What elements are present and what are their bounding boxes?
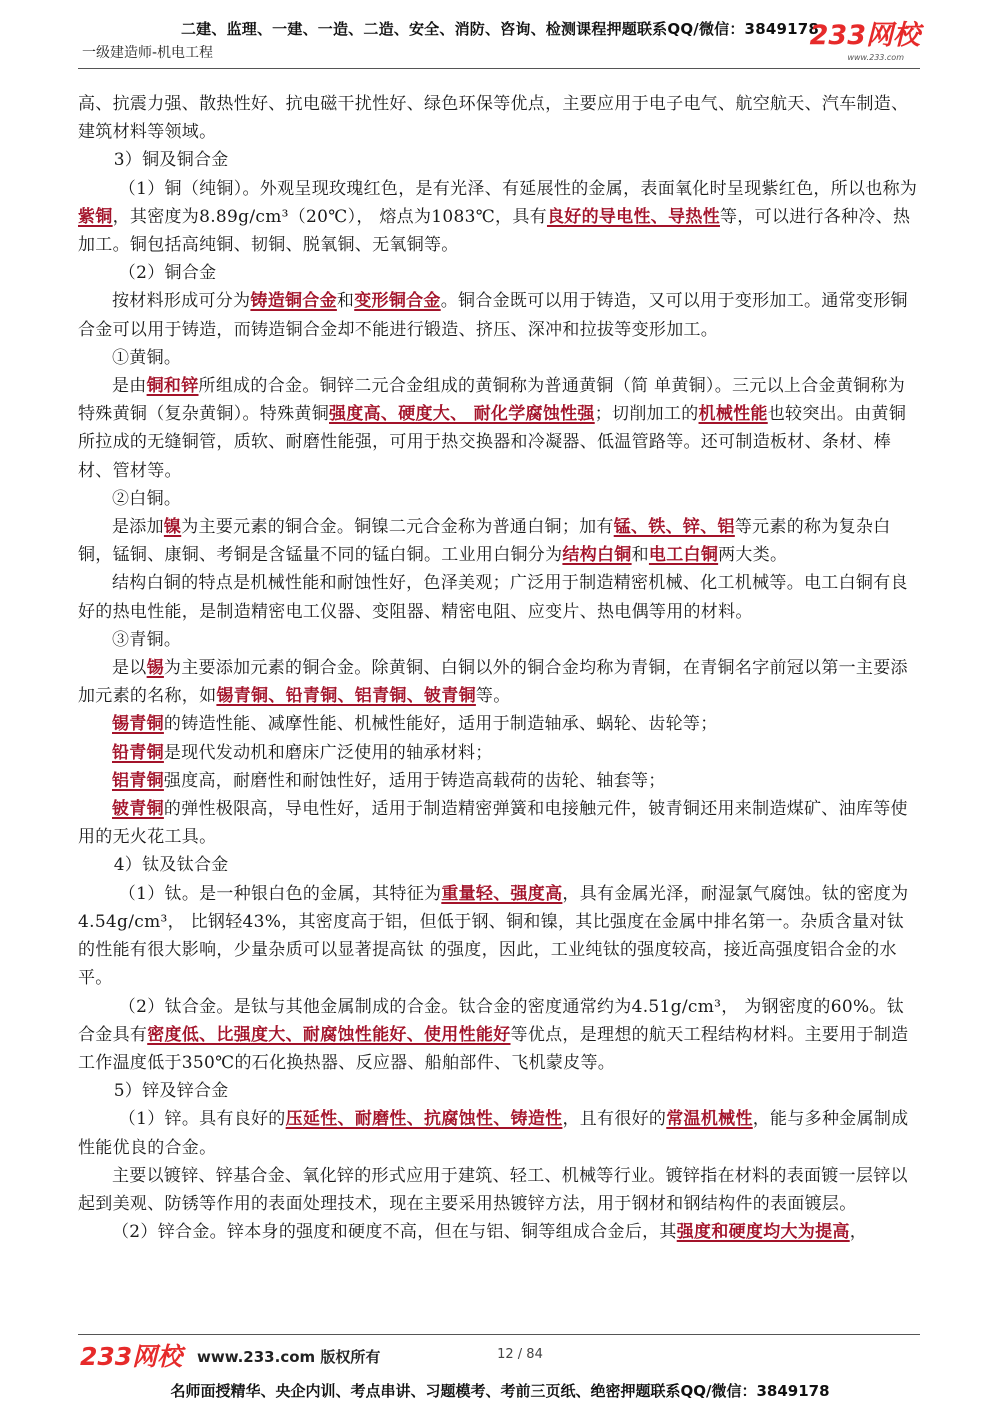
text-run: （2）锌合金。锌本身的强度和硬度不高，但在与铝、铜等组成合金后，其 — [112, 1222, 677, 1243]
text-run: 结构白铜的特点是机械性能和耐蚀性好，色泽美观；广泛用于制造精密机械、化工机械等。电工白铜有良好的热电性能，是制造精密电工仪器、变阻器、精密电阻、应变片、热电偶等用的材料。 — [78, 573, 908, 622]
header-divider — [78, 68, 920, 69]
text-run: ，能与多种金属制成性能优良的合金。 — [78, 1109, 909, 1158]
text-run: 也较突出。由黄铜所拉成的无缝铜管，质软、耐磨性能强，可用于热交换器和冷凝器、低温管路等。还可制造板材、条材、棒材、管材等。 — [78, 404, 907, 481]
paragraph — [78, 739, 920, 767]
key-term: 密度低、比强度大、耐腐蚀性能好、使用性能好 — [147, 1024, 511, 1045]
text-run: 是由 — [112, 376, 147, 397]
key-term: 锡青铜 — [112, 714, 164, 735]
text-run: 是现代发动机和磨床广泛使用的轴承材料； — [163, 742, 493, 763]
text-run: 和 — [631, 545, 649, 566]
key-term: 铅青铜 — [112, 742, 164, 763]
key-term: 铸造铜合金 — [250, 291, 337, 312]
key-term: 强度和硬度均大为提高 — [676, 1222, 850, 1243]
header-banner: 二建、监理、一建、一造、二造、安全、消防、咨询、检测课程押题联系QQ/微信：3849178 — [180, 20, 820, 38]
text-run: ，其密度为8.89g/cm³（20℃）， 熔点为1083℃，具有 — [112, 206, 547, 227]
paragraph — [78, 1218, 920, 1246]
key-term: 压延性、耐磨性、抗腐蚀性、铸造性 — [285, 1109, 563, 1130]
text-run: 等优点，是理想的航天工程结构材料。主要用于制造工作温度低于350℃的石化换热器、反应器、船舶部件、飞机蒙皮等。 — [78, 1024, 909, 1073]
text-run: 按材料形成可分为 — [112, 291, 251, 312]
footer-divider — [78, 1334, 920, 1335]
paragraph — [78, 513, 920, 569]
key-term: 铝青铜 — [112, 770, 164, 791]
text-run: （2）钛合金。是钛与其他金属制成的合金。钛合金的密度通常约为4.51g/cm³， 为钢密度的60%。钛合金具有 — [78, 996, 905, 1045]
paragraph — [78, 1077, 920, 1105]
text-run: 的弹性极限高，导电性好，适用于制造精密弹簧和电接触元件，铍青铜还用来制造煤矿、油库等使用的无火花工具。 — [78, 799, 908, 848]
brand-logo[interactable]: 233网校 — [809, 20, 920, 51]
key-term: 锡 — [146, 658, 164, 679]
text-run: ，具有金属光泽，耐湿氯气腐蚀。钛的密度为4.54g/cm³， 比钢轻43%，其密度高于铝，但低于钢、铜和镍，其比强度在金属中排名第一。杂质含量对钛的性能有很大影响，少量杂质可以显著提高钛 的强度，因此，工业纯钛的强度较高，接近高强度铝合金的水平。 — [78, 883, 909, 989]
paragraph — [78, 654, 920, 710]
text-run: ③青铜。 — [112, 629, 182, 650]
text-run: 3）铜及铜合金 — [113, 150, 229, 171]
text-run: 。铜合金既可以用于铸造，又可以用于变形加工。通常变形铜合金可以用于铸造，而铸造铜合金却不能进行锻造、挤压、深冲和拉拔等变形加工。 — [78, 291, 908, 340]
paragraph — [78, 287, 920, 343]
text-run: ， — [849, 1222, 868, 1243]
key-term: 电工白铜 — [648, 545, 719, 566]
text-run: 为主要添加元素的铜合金。除黄铜、白铜以外的铜合金均称为青铜，在青铜名字前冠以第一主要添加元素的名称，如 — [78, 658, 908, 707]
paragraph — [78, 710, 920, 738]
paragraph — [78, 767, 920, 795]
document-subject: 一级建造师-机电工程 — [82, 45, 214, 61]
text-run: ②白铜。 — [112, 488, 182, 509]
footer-banner: 名师面授精华、央企内训、考点串讲、习题模考、考前三页纸、绝密押题联系QQ/微信：3849178 — [170, 1382, 830, 1400]
key-term: 机械性能 — [698, 404, 768, 425]
paragraph — [78, 146, 920, 174]
text-run: 和 — [336, 291, 355, 312]
key-term: 重量轻、强度高 — [441, 883, 563, 904]
paragraph — [78, 1162, 920, 1218]
paragraph — [78, 569, 920, 625]
key-term: 铜和锌 — [146, 376, 199, 397]
paragraph — [78, 175, 920, 260]
key-term: 紫铜 — [78, 206, 113, 227]
paragraph — [78, 372, 920, 485]
paragraph — [78, 795, 920, 851]
text-run: ，且有很好的 — [562, 1109, 667, 1130]
paragraph — [78, 344, 920, 372]
key-term: 结构白铜 — [562, 545, 632, 566]
key-term: 锰、铁、锌、铝 — [613, 517, 735, 538]
text-run: ；切削加工的 — [594, 404, 699, 425]
text-run: 的铸造性能、减摩性能、机械性能好，适用于制造轴承、蜗轮、齿轮等； — [163, 714, 718, 735]
text-run: 高、抗震力强、散热性好、抗电磁干扰性好、绿色环保等优点，主要应用于电子电气、航空航天、汽车制造、建筑材料等领域。 — [78, 94, 909, 143]
paragraph — [78, 485, 920, 513]
key-term: 良好的导电性、导热性 — [546, 206, 720, 227]
text-run: 5）锌及锌合金 — [113, 1081, 229, 1102]
text-run: 等。 — [475, 686, 511, 707]
brand-logo-url: www.233.com — [847, 53, 904, 62]
paragraph — [78, 1105, 920, 1161]
key-term: 铍青铜 — [112, 799, 164, 820]
document-body — [78, 90, 920, 1246]
text-run: 等，可以进行各种冷、热加工。铜包括高纯铜、韧铜、脱氧铜、无氧铜等。 — [78, 206, 911, 256]
text-run: 是添加 — [112, 517, 164, 538]
text-run: （2）铜合金 — [118, 263, 217, 284]
text-run: （1）钛。是一种银白色的金属，其特征为 — [118, 883, 442, 904]
key-term: 锡青铜、铅青铜、铝青铜、铍青铜 — [216, 686, 476, 707]
text-run: ①黄铜。 — [112, 347, 182, 368]
key-term: 强度高、硬度大、 耐化学腐蚀性强 — [329, 404, 595, 425]
page-number: 12 / 84 — [497, 1347, 543, 1362]
footer-logo[interactable]: 233网校 — [80, 1342, 183, 1371]
key-term: 镍 — [163, 517, 182, 538]
text-run: 强度高，耐磨性和耐蚀性好，适用于铸造高载荷的齿轮、轴套等； — [163, 770, 666, 791]
text-run: （1）铜（纯铜）。外观呈现玫瑰红色，是有光泽、有延展性的金属，表面氧化时呈现紫红色，所以也称为 — [118, 178, 918, 199]
paragraph — [78, 880, 920, 993]
paragraph — [78, 259, 920, 287]
key-term: 变形铜合金 — [354, 291, 441, 312]
paragraph — [78, 90, 920, 146]
footer-copyright: www.233.com 版权所有 — [197, 1348, 381, 1366]
text-run: 4）钛及钛合金 — [113, 855, 229, 876]
text-run: 主要以镀锌、锌基合金、氧化锌的形式应用于建筑、轻工、机械等行业。镀锌指在材料的表面镀一层锌以起到美观、防锈等作用的表面处理技术，现在主要采用热镀锌方法，用于钢材和钢结构件的表面镀层。 — [78, 1165, 908, 1214]
paragraph — [78, 626, 920, 654]
text-run: 是以 — [112, 658, 147, 679]
key-term: 常温机械性 — [666, 1109, 753, 1130]
text-run: 等元素的称为复杂白铜，锰铜、康铜、考铜是含锰量不同的锰白铜。工业用白铜分为 — [78, 517, 891, 566]
text-run: （1）锌。具有良好的 — [118, 1109, 286, 1130]
text-run: 两大类。 — [718, 545, 788, 566]
paragraph — [78, 993, 920, 1078]
text-run: 所组成的合金。铜锌二元合金组成的黄铜称为普通黄铜（简 单黄铜）。三元以上合金黄铜称为特殊黄铜（复杂黄铜）。特殊黄铜 — [78, 376, 906, 425]
text-run: 为主要元素的铜合金。铜镍二元合金称为普通白铜；加有 — [181, 517, 614, 538]
paragraph — [78, 851, 920, 879]
